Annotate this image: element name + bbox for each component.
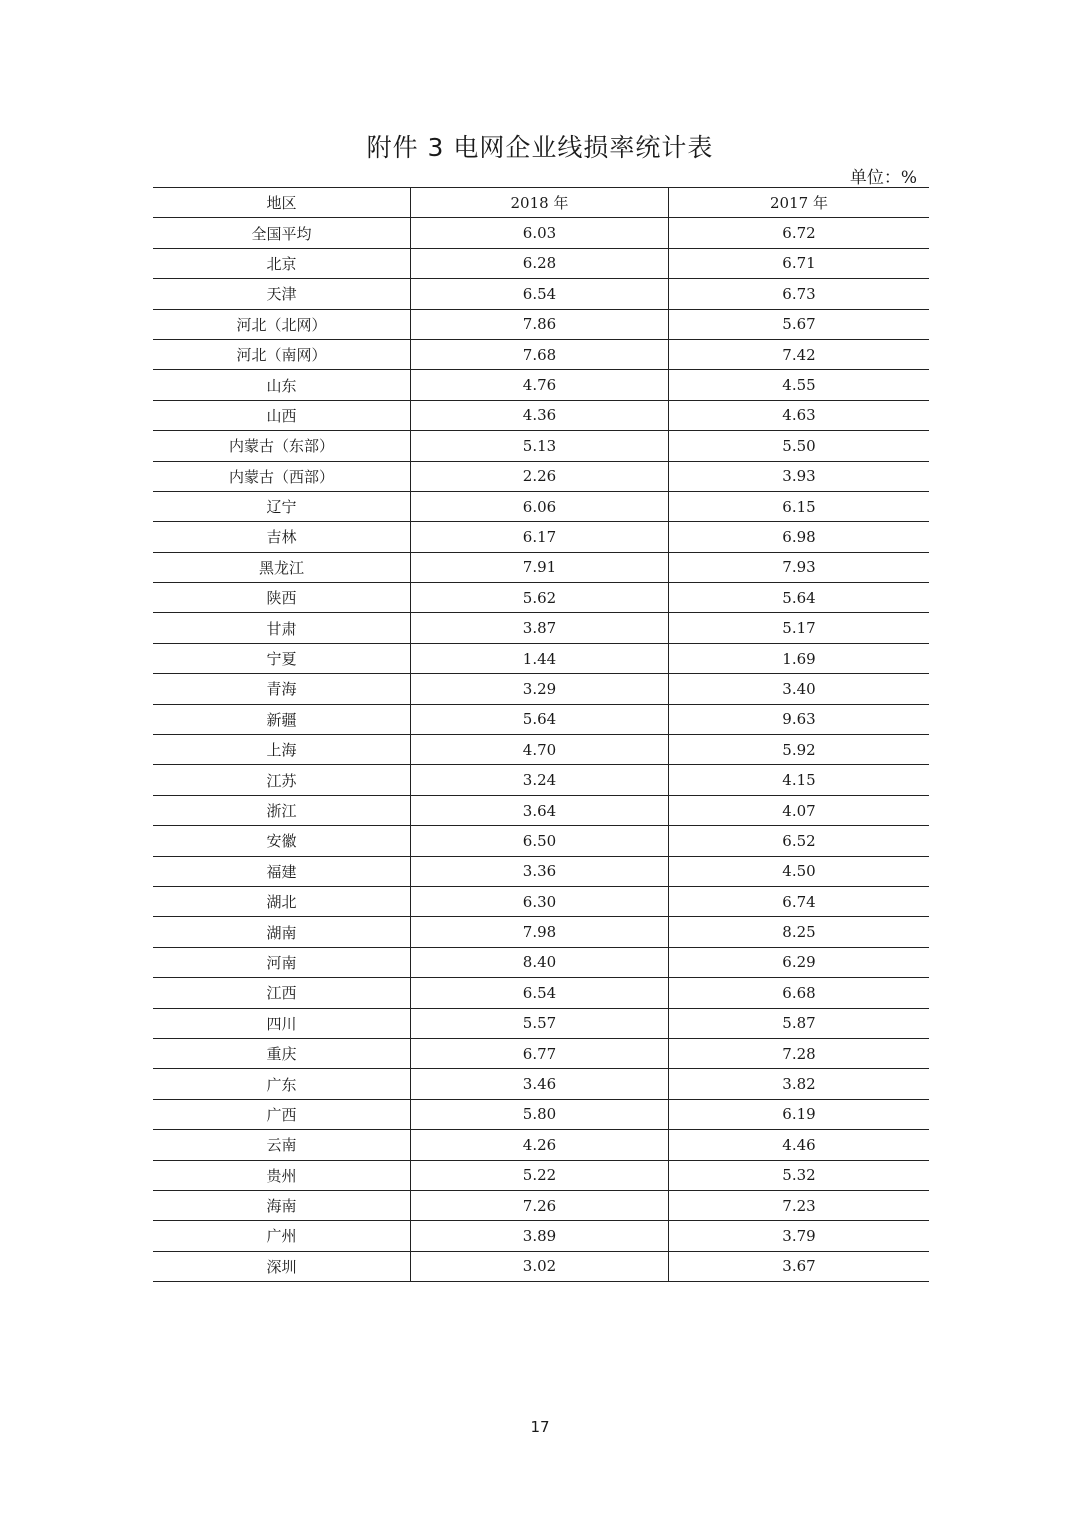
table-row — [153, 583, 929, 613]
line-loss-table — [153, 187, 929, 1282]
region-cell: 山西 — [153, 400, 411, 430]
value-2018-cell: 4.26 — [411, 1130, 669, 1160]
value-2017-cell: 3.79 — [669, 1221, 930, 1251]
table-row — [153, 643, 929, 673]
value-2018-cell: 6.06 — [411, 491, 669, 521]
region-cell: 湖南 — [153, 917, 411, 947]
value-2018-cell: 3.02 — [411, 1251, 669, 1281]
table-row — [153, 339, 929, 369]
page-number: 17 — [530, 1418, 550, 1436]
value-2018-cell: 3.89 — [411, 1221, 669, 1251]
value-2018-cell: 5.22 — [411, 1160, 669, 1190]
region-cell: 陕西 — [153, 583, 411, 613]
value-2018-cell: 1.44 — [411, 643, 669, 673]
value-2018-cell: 5.57 — [411, 1008, 669, 1038]
table-row — [153, 279, 929, 309]
value-2017-cell: 6.73 — [669, 279, 930, 309]
value-2018-cell: 5.80 — [411, 1099, 669, 1129]
table-row — [153, 400, 929, 430]
value-2018-cell: 6.30 — [411, 886, 669, 916]
value-2018-cell: 6.77 — [411, 1038, 669, 1068]
value-2017-cell: 5.17 — [669, 613, 930, 643]
value-2018-cell: 7.68 — [411, 339, 669, 369]
table-row — [153, 1038, 929, 1068]
value-2017-cell: 5.92 — [669, 735, 930, 765]
value-2018-cell: 6.54 — [411, 978, 669, 1008]
table-row — [153, 309, 929, 339]
region-cell: 深圳 — [153, 1251, 411, 1281]
table-row — [153, 674, 929, 704]
table-row — [153, 1190, 929, 1220]
value-2017-cell: 4.46 — [669, 1130, 930, 1160]
value-2017-cell: 8.25 — [669, 917, 930, 947]
value-2017-cell: 5.50 — [669, 431, 930, 461]
value-2018-cell: 5.13 — [411, 431, 669, 461]
table-row — [153, 765, 929, 795]
value-2018-cell: 6.17 — [411, 522, 669, 552]
value-2018-cell: 7.98 — [411, 917, 669, 947]
value-2017-cell: 6.68 — [669, 978, 930, 1008]
value-2017-cell: 3.67 — [669, 1251, 930, 1281]
region-cell: 青海 — [153, 674, 411, 704]
table-row — [153, 1130, 929, 1160]
table-row — [153, 1069, 929, 1099]
value-2018-cell: 2.26 — [411, 461, 669, 491]
value-2018-cell: 6.03 — [411, 218, 669, 248]
table-row — [153, 886, 929, 916]
value-2017-cell: 7.93 — [669, 552, 930, 582]
region-cell: 上海 — [153, 735, 411, 765]
value-2017-cell: 6.15 — [669, 491, 930, 521]
value-2017-cell: 6.19 — [669, 1099, 930, 1129]
value-2017-cell: 1.69 — [669, 643, 930, 673]
value-2018-cell: 4.70 — [411, 735, 669, 765]
region-cell: 四川 — [153, 1008, 411, 1038]
region-cell: 江西 — [153, 978, 411, 1008]
value-2018-cell: 4.76 — [411, 370, 669, 400]
table-row — [153, 218, 929, 248]
value-2018-cell: 6.50 — [411, 826, 669, 856]
value-2017-cell: 9.63 — [669, 704, 930, 734]
value-2017-cell: 4.07 — [669, 795, 930, 825]
region-cell: 广西 — [153, 1099, 411, 1129]
page-title: 附件 3 电网企业线损率统计表 — [366, 133, 714, 162]
table-row — [153, 491, 929, 521]
table-row — [153, 248, 929, 278]
value-2017-cell: 5.32 — [669, 1160, 930, 1190]
value-2017-cell: 5.87 — [669, 1008, 930, 1038]
value-2018-cell: 4.36 — [411, 400, 669, 430]
table-row — [153, 1221, 929, 1251]
header-2018: 2018 年 — [411, 188, 669, 218]
value-2018-cell: 3.64 — [411, 795, 669, 825]
region-cell: 浙江 — [153, 795, 411, 825]
table-row — [153, 370, 929, 400]
region-cell: 广州 — [153, 1221, 411, 1251]
value-2017-cell: 7.42 — [669, 339, 930, 369]
table-row — [153, 1008, 929, 1038]
region-cell: 宁夏 — [153, 643, 411, 673]
value-2017-cell: 7.28 — [669, 1038, 930, 1068]
region-cell: 新疆 — [153, 704, 411, 734]
region-cell: 内蒙古（西部） — [153, 461, 411, 491]
region-cell: 内蒙古（东部） — [153, 431, 411, 461]
region-cell: 贵州 — [153, 1160, 411, 1190]
table-row — [153, 917, 929, 947]
region-cell: 黑龙江 — [153, 552, 411, 582]
table-row — [153, 522, 929, 552]
unit-label: 单位：% — [849, 168, 917, 188]
value-2017-cell: 5.67 — [669, 309, 930, 339]
region-cell: 河北（南网） — [153, 339, 411, 369]
value-2017-cell: 6.74 — [669, 886, 930, 916]
region-cell: 辽宁 — [153, 491, 411, 521]
value-2017-cell: 4.55 — [669, 370, 930, 400]
value-2017-cell: 3.82 — [669, 1069, 930, 1099]
table-row — [153, 552, 929, 582]
value-2017-cell: 6.52 — [669, 826, 930, 856]
region-cell: 安徽 — [153, 826, 411, 856]
value-2018-cell: 5.62 — [411, 583, 669, 613]
table-row — [153, 1099, 929, 1129]
value-2018-cell: 7.26 — [411, 1190, 669, 1220]
table-row — [153, 613, 929, 643]
region-cell: 北京 — [153, 248, 411, 278]
region-cell: 山东 — [153, 370, 411, 400]
value-2017-cell: 3.93 — [669, 461, 930, 491]
table-row — [153, 795, 929, 825]
value-2017-cell: 6.98 — [669, 522, 930, 552]
header-region: 地区 — [153, 188, 411, 218]
region-cell: 湖北 — [153, 886, 411, 916]
region-cell: 天津 — [153, 279, 411, 309]
table-row — [153, 947, 929, 977]
table-row — [153, 431, 929, 461]
table-row — [153, 735, 929, 765]
value-2018-cell: 8.40 — [411, 947, 669, 977]
value-2017-cell: 3.40 — [669, 674, 930, 704]
region-cell: 甘肃 — [153, 613, 411, 643]
region-cell: 河南 — [153, 947, 411, 977]
value-2017-cell: 7.23 — [669, 1190, 930, 1220]
value-2018-cell: 3.36 — [411, 856, 669, 886]
region-cell: 海南 — [153, 1190, 411, 1220]
region-cell: 全国平均 — [153, 218, 411, 248]
header-2017: 2017 年 — [669, 188, 930, 218]
region-cell: 云南 — [153, 1130, 411, 1160]
table-row — [153, 704, 929, 734]
table-row — [153, 856, 929, 886]
value-2018-cell: 3.46 — [411, 1069, 669, 1099]
value-2018-cell: 7.86 — [411, 309, 669, 339]
value-2018-cell: 3.29 — [411, 674, 669, 704]
region-cell: 广东 — [153, 1069, 411, 1099]
value-2018-cell: 6.54 — [411, 279, 669, 309]
value-2017-cell: 6.71 — [669, 248, 930, 278]
value-2017-cell: 5.64 — [669, 583, 930, 613]
table-row — [153, 978, 929, 1008]
value-2018-cell: 3.87 — [411, 613, 669, 643]
value-2017-cell: 4.50 — [669, 856, 930, 886]
value-2017-cell: 6.29 — [669, 947, 930, 977]
region-cell: 江苏 — [153, 765, 411, 795]
region-cell: 河北（北网） — [153, 309, 411, 339]
table-row — [153, 461, 929, 491]
value-2018-cell: 6.28 — [411, 248, 669, 278]
value-2018-cell: 5.64 — [411, 704, 669, 734]
table-row — [153, 1251, 929, 1281]
value-2017-cell: 4.15 — [669, 765, 930, 795]
region-cell: 吉林 — [153, 522, 411, 552]
table-header-row — [153, 188, 929, 218]
value-2018-cell: 7.91 — [411, 552, 669, 582]
table-row — [153, 826, 929, 856]
table-row — [153, 1160, 929, 1190]
value-2017-cell: 6.72 — [669, 218, 930, 248]
value-2018-cell: 3.24 — [411, 765, 669, 795]
value-2017-cell: 4.63 — [669, 400, 930, 430]
region-cell: 福建 — [153, 856, 411, 886]
region-cell: 重庆 — [153, 1038, 411, 1068]
